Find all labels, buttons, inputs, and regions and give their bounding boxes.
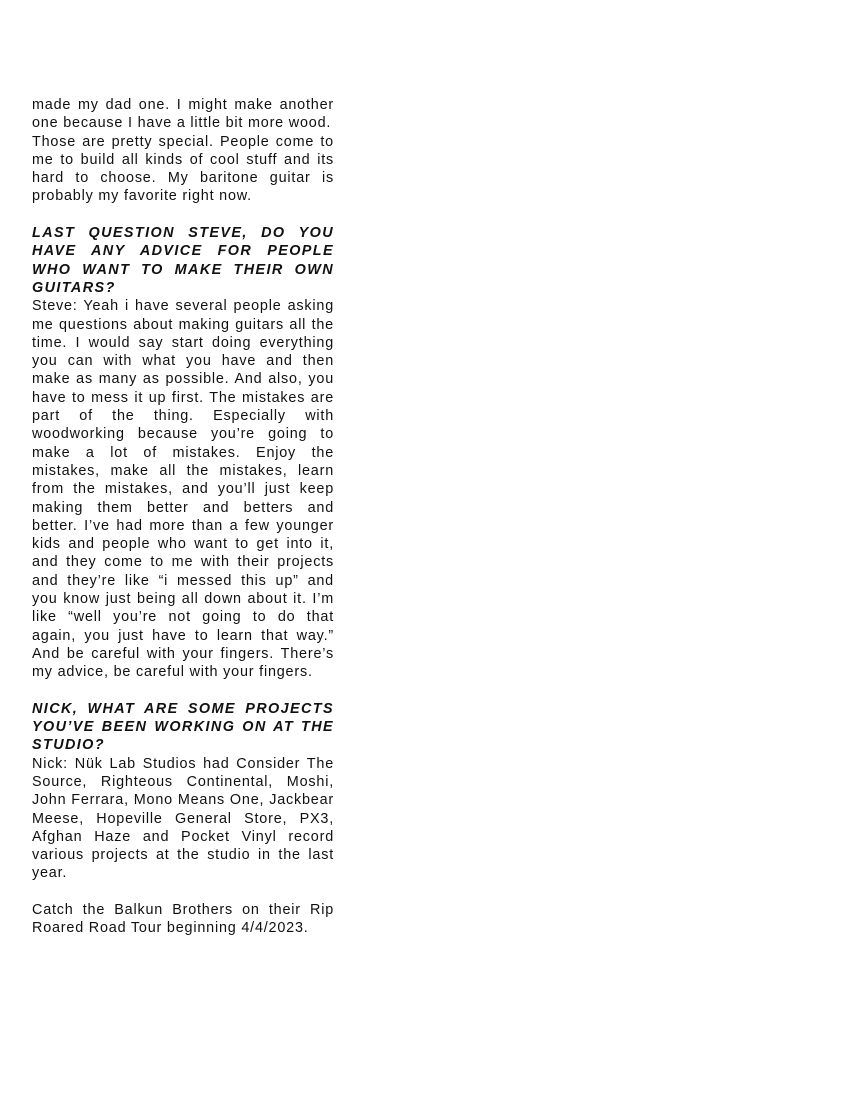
- interview-question-projects: NICK, WHAT ARE SOME PROJECTS YOU’VE BEEN WORKING ON AT THE STUDIO?: [32, 700, 334, 754]
- paragraph-spacer: [32, 206, 334, 224]
- article-column: [32, 96, 334, 938]
- closing-note: Catch the Balkun Brothers on their Rip Roared Road Tour beginning 4/4/2023.: [32, 902, 334, 937]
- paragraph-spacer: [32, 883, 334, 901]
- interview-answer-projects: Nick: Nük Lab Studios had Consider The Source, Righteous Continental, Moshi, John Ferrara, Mono Means One, Jackbear Meese, Hopeville General Store, PX3, Afghan Haze and Pocket Vinyl record various projects at the studio in the last year.: [32, 755, 334, 882]
- paragraph-continuation: made my dad one. I might make another one because I have a little bit more wood.: [32, 97, 334, 132]
- paragraph-spacer: [32, 682, 334, 700]
- interview-answer-advice: Steve: Yeah i have several people asking me questions about making guitars all the time. I would say start doing everything you can with what you have and then make as many as possible. And also, you have to mess it up first. The mistakes are part of the thing. Especially with woodworking because you’re going to make a lot of mistakes. Enjoy the mistakes, make all the mistakes, learn from the mistakes, and you’ll just keep making them better and betters and better. I’ve had more than a few younger kids and people who want to get into it, and they come to me with their projects and they’re like “i messed this up” and you know just being all down about it. I’m like “well you’re not going to do that again, you just have to learn that way.” And be careful with your fingers. There’s my advice, be careful with your fingers.: [32, 298, 334, 681]
- interview-question-advice: LAST QUESTION STEVE, DO YOU HAVE ANY ADVICE FOR PEOPLE WHO WANT TO MAKE THEIR OWN GUITARS?: [32, 225, 334, 296]
- paragraph-favorite-guitar: Those are pretty special. People come to me to build all kinds of cool stuff and its hard to choose. My baritone guitar is probably my favorite right now.: [32, 133, 334, 205]
